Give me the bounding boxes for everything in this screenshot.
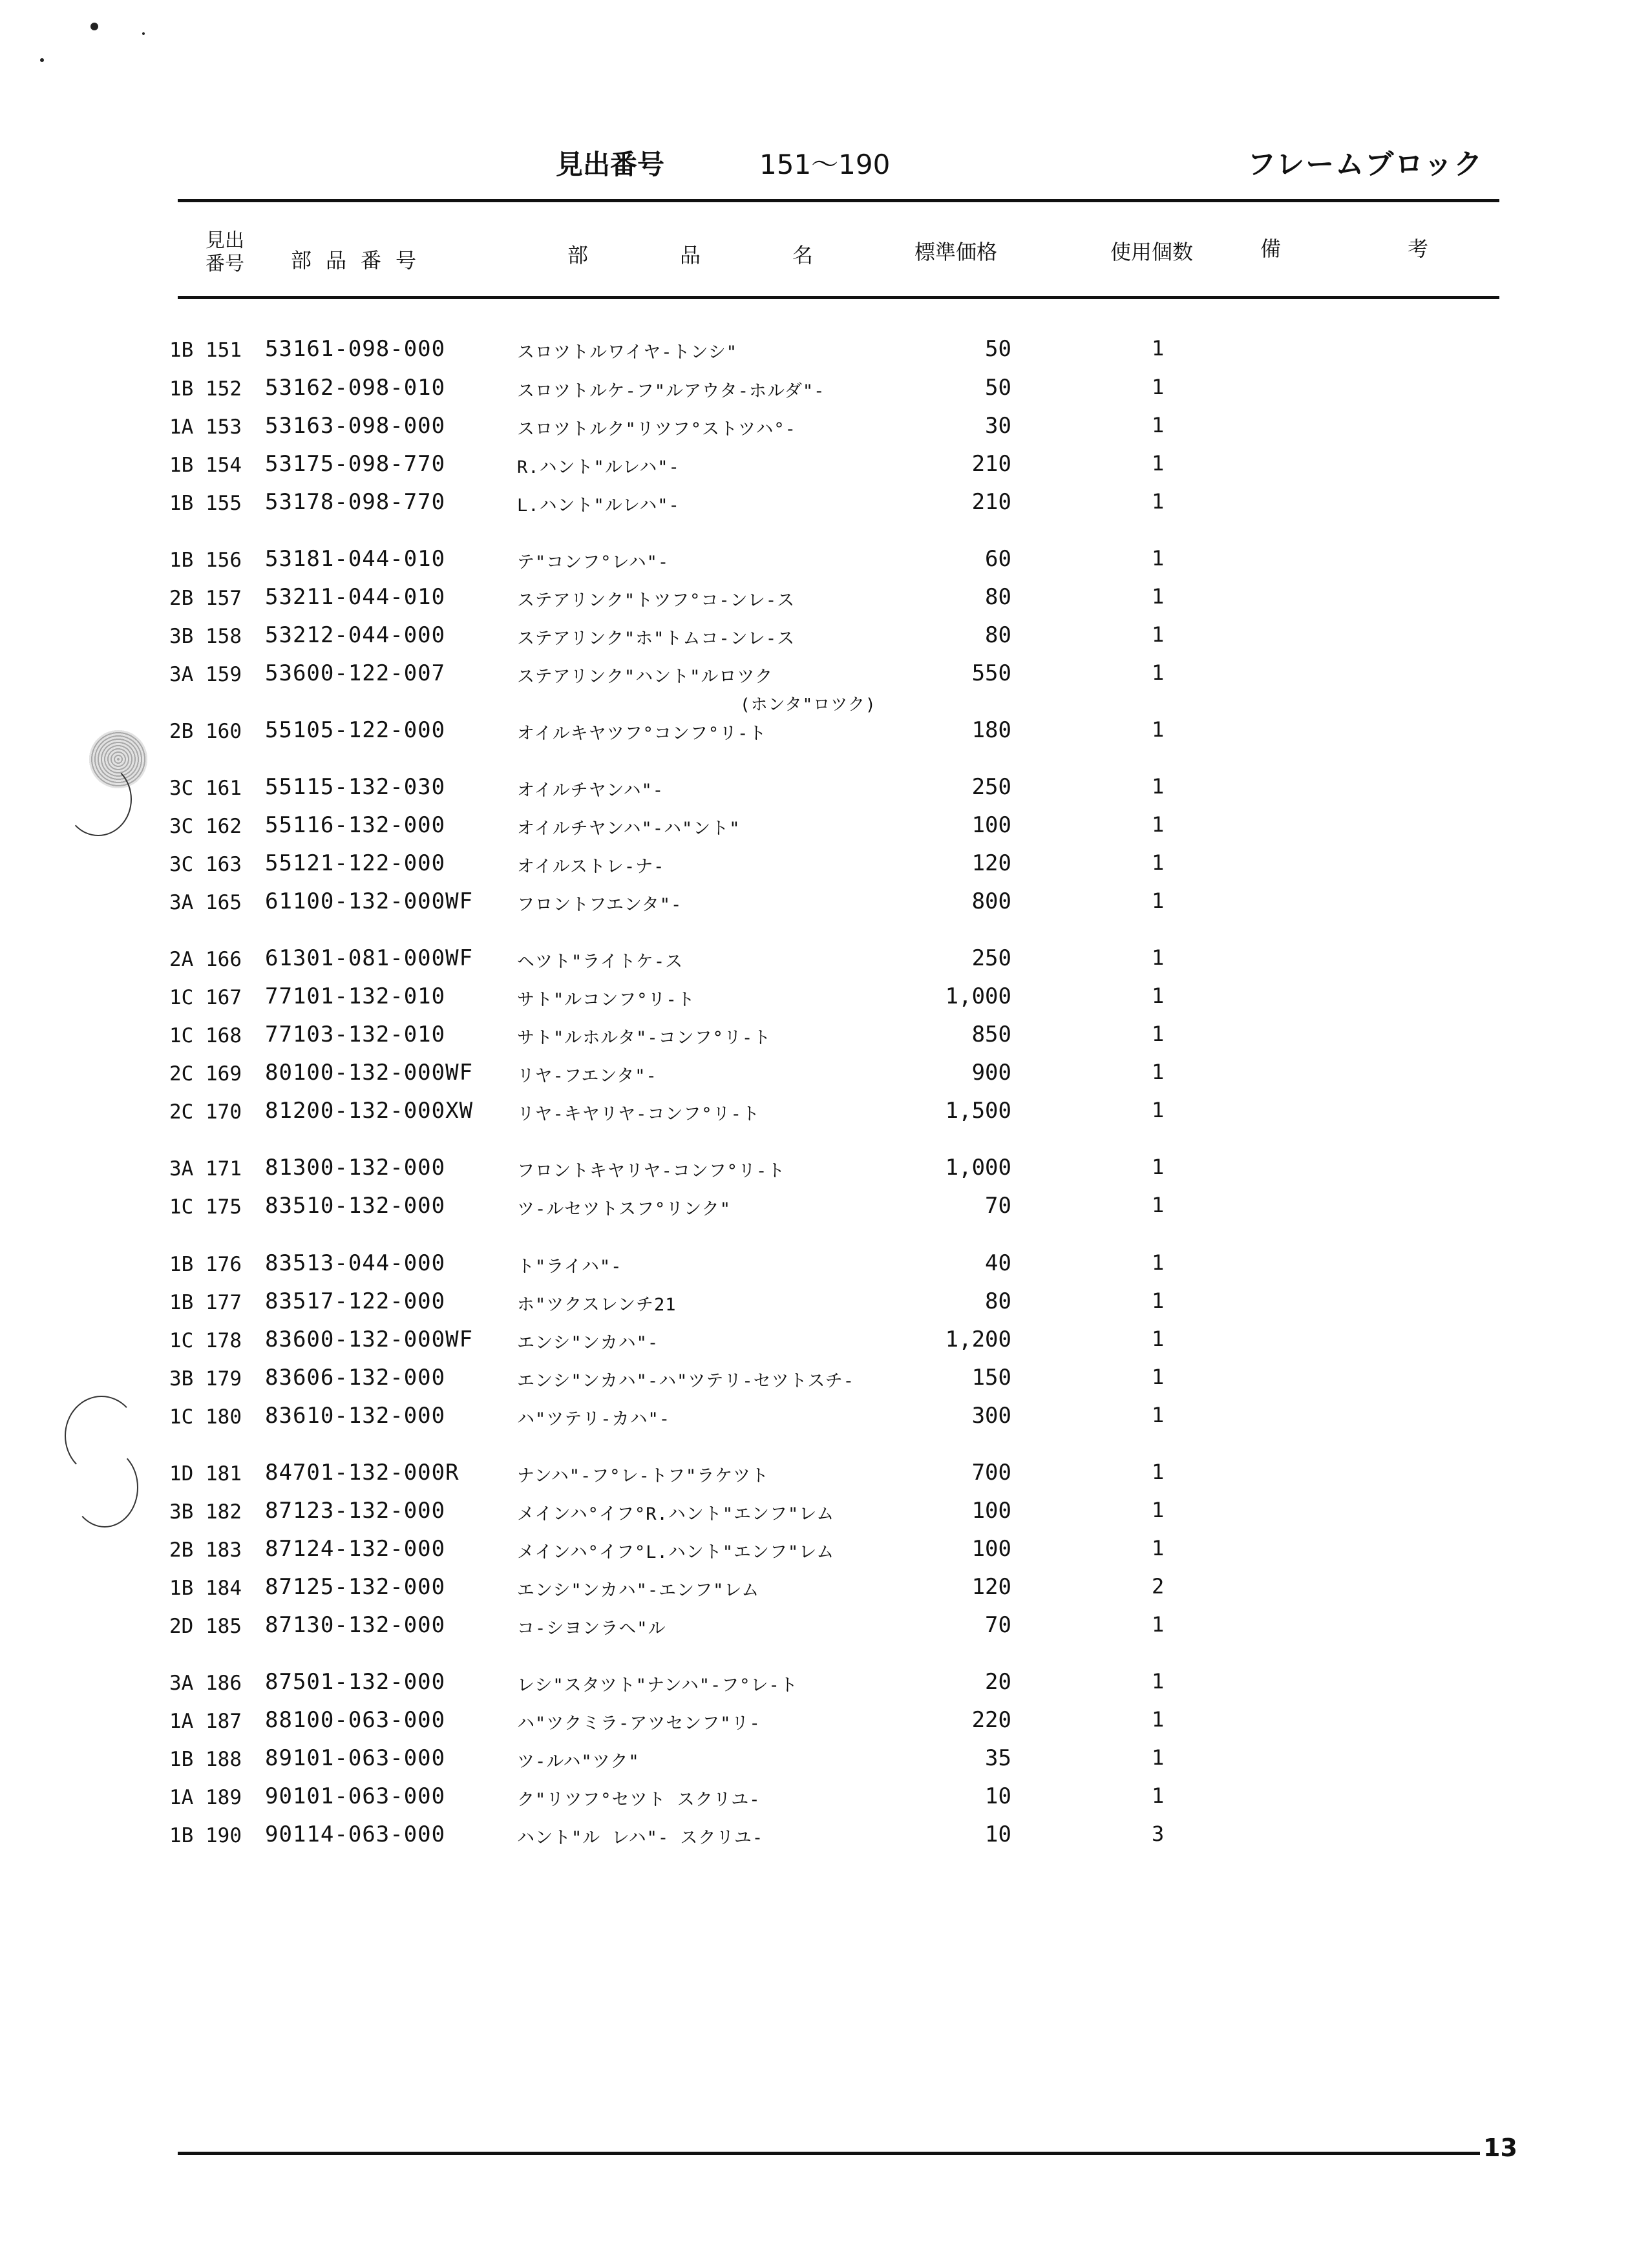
ref-cell: 3A 171: [169, 1157, 242, 1181]
column-header-ref-line1: 見出: [206, 229, 244, 252]
qty-cell: 1: [1152, 945, 1165, 970]
part-name-cell: ハント"ル レハ"- スクリユ-: [517, 1828, 764, 1848]
part-name-cell: オイルチヤンハ"-: [517, 781, 664, 801]
part-name-cell: ク"リツフ°セツト スクリユ-: [517, 1790, 761, 1810]
part-name-cell: ナンハ"-フ°レ-トフ"ラケツト: [517, 1466, 769, 1486]
table-row: [0, 584, 1648, 616]
part-number-cell: 84701-132-000R: [265, 1460, 460, 1486]
price-cell: 50: [985, 375, 1011, 401]
qty-cell: 1: [1152, 888, 1165, 913]
column-header-qty: 使用個数: [1110, 240, 1194, 264]
ref-cell: 2B 157: [169, 587, 242, 610]
qty-cell: 1: [1152, 1460, 1165, 1484]
ref-cell: 1C 168: [169, 1024, 242, 1047]
price-cell: 100: [971, 1536, 1011, 1562]
qty-cell: 1: [1152, 1669, 1165, 1694]
qty-cell: 1: [1152, 1193, 1165, 1217]
part-number-cell: 53162-098-010: [265, 375, 446, 401]
part-name-cell: R.ハント"ルレハ"-: [517, 457, 680, 478]
qty-cell: 1: [1152, 1288, 1165, 1313]
table-row: [0, 1783, 1648, 1816]
part-name-cell: スロツトルク"リツフ°ストツハ°-: [517, 419, 796, 439]
table-row: [0, 1327, 1648, 1359]
part-name-cell: リヤ-キヤリヤ-コンフ°リ-ト: [517, 1104, 760, 1124]
page-number: 13: [1483, 2134, 1517, 2162]
qty-cell: 1: [1152, 1098, 1165, 1122]
price-cell: 800: [971, 888, 1011, 914]
part-name-cell: フロントキヤリヤ-コンフ°リ-ト: [517, 1161, 786, 1181]
price-cell: 60: [985, 546, 1011, 572]
part-name-cell: ステアリンク"ホ"トムコ-ンレ-ス: [517, 629, 796, 649]
part-number-cell: 53175-098-770: [265, 451, 446, 477]
part-name-cell: オイルキヤツフ°コンフ°リ-ト: [517, 724, 767, 744]
table-row: [0, 1707, 1648, 1739]
price-cell: 20: [985, 1669, 1011, 1695]
table-row: [0, 945, 1648, 978]
part-name-cell: ト"ライハ"-: [517, 1257, 622, 1277]
part-number-cell: 61100-132-000WF: [265, 888, 474, 914]
qty-cell: 1: [1152, 1155, 1165, 1179]
part-name-cell: スロツトルケ-フ"ルアウタ-ホルダ"-: [517, 381, 825, 401]
qty-cell: 1: [1152, 1612, 1165, 1637]
ref-cell: 3A 186: [169, 1672, 242, 1695]
qty-cell: 1: [1152, 1365, 1165, 1389]
table-row: [0, 1745, 1648, 1778]
table-row: [0, 774, 1648, 806]
qty-cell: 1: [1152, 717, 1165, 742]
part-name-cell: オイルチヤンハ"-ハ"ント": [517, 819, 741, 839]
part-number-cell: 90101-063-000: [265, 1783, 446, 1809]
ref-cell: 1B 151: [169, 339, 242, 362]
ref-cell: 1A 153: [169, 415, 242, 439]
part-name-cell: ヘツト"ライトケ-ス: [517, 952, 684, 972]
ref-cell: 2B 160: [169, 720, 242, 743]
part-name-cell: エンシ"ンカハ"-ハ"ツテリ-セツトスチ-: [517, 1371, 855, 1391]
ref-cell: 3B 179: [169, 1367, 242, 1391]
qty-cell: 1: [1152, 1022, 1165, 1046]
table-row: [0, 660, 1648, 715]
part-number-cell: 83600-132-000WF: [265, 1327, 474, 1352]
part-number-cell: 83510-132-000: [265, 1193, 446, 1219]
part-name-cell: サト"ルコンフ°リ-ト: [517, 990, 695, 1010]
column-header-price: 標準価格: [914, 240, 998, 264]
price-cell: 250: [971, 774, 1011, 800]
qty-cell: 1: [1152, 375, 1165, 399]
price-cell: 100: [971, 812, 1011, 838]
ref-cell: 2C 169: [169, 1062, 242, 1086]
qty-cell: 1: [1152, 546, 1165, 571]
column-header-part-name-char: 部: [567, 243, 589, 268]
block-name: フレームブロック: [1247, 148, 1484, 181]
part-name-cell: エンシ"ンカハ"-: [517, 1333, 659, 1353]
part-number-cell: 83606-132-000: [265, 1365, 446, 1391]
table-row: [0, 1250, 1648, 1283]
price-cell: 10: [985, 1822, 1011, 1847]
price-cell: 250: [971, 945, 1011, 971]
table-row: [0, 336, 1648, 368]
part-number-cell: 83517-122-000: [265, 1288, 446, 1314]
footer-rule: [178, 2152, 1480, 2155]
qty-cell: 1: [1152, 1536, 1165, 1560]
table-row: [0, 1365, 1648, 1397]
table-row: [0, 1498, 1648, 1530]
price-cell: 70: [985, 1612, 1011, 1638]
price-cell: 35: [985, 1745, 1011, 1771]
table-row: [0, 451, 1648, 483]
ref-cell: 1A 189: [169, 1786, 242, 1809]
part-number-cell: 53178-098-770: [265, 489, 446, 515]
column-header-part-name-char: 品: [679, 243, 701, 268]
part-name-cell: L.ハント"ルレハ"-: [517, 496, 680, 516]
qty-cell: 1: [1152, 489, 1165, 514]
part-name-cell: メインハ°イフ°L.ハント"エンフ"レム: [517, 1542, 835, 1562]
part-number-cell: 83610-132-000: [265, 1403, 446, 1429]
price-cell: 80: [985, 622, 1011, 648]
part-name-note-cell: (ホンタ"ロツク): [740, 695, 876, 715]
qty-cell: 1: [1152, 336, 1165, 361]
qty-cell: 1: [1152, 774, 1165, 799]
part-number-cell: 87125-132-000: [265, 1574, 446, 1600]
price-cell: 1,500: [945, 1098, 1011, 1124]
table-row: [0, 1193, 1648, 1225]
ref-cell: 2A 166: [169, 948, 242, 971]
price-cell: 210: [971, 489, 1011, 515]
qty-cell: 1: [1152, 812, 1165, 837]
part-number-cell: 77103-132-010: [265, 1022, 446, 1047]
table-row: [0, 622, 1648, 655]
table-row: [0, 812, 1648, 845]
price-cell: 550: [971, 660, 1011, 686]
table-row: [0, 1669, 1648, 1701]
ref-cell: 2B 183: [169, 1538, 242, 1562]
part-number-cell: 87124-132-000: [265, 1536, 446, 1562]
qty-cell: 1: [1152, 451, 1165, 476]
part-number-cell: 53161-098-000: [265, 336, 446, 362]
qty-cell: 1: [1152, 660, 1165, 685]
part-number-cell: 61301-081-000WF: [265, 945, 474, 971]
part-number-cell: 83513-044-000: [265, 1250, 446, 1276]
qty-cell: 1: [1152, 413, 1165, 437]
part-name-cell: リヤ-フエンタ"-: [517, 1066, 657, 1086]
part-name-cell: テ"コンフ°レハ"-: [517, 552, 670, 572]
table-row: [0, 850, 1648, 883]
qty-cell: 1: [1152, 1783, 1165, 1808]
qty-cell: 1: [1152, 1498, 1165, 1522]
table-row: [0, 717, 1648, 750]
price-cell: 70: [985, 1193, 1011, 1219]
ref-cell: 3C 162: [169, 815, 242, 838]
price-cell: 850: [971, 1022, 1011, 1047]
table-row: [0, 1288, 1648, 1321]
ref-cell: 3B 158: [169, 625, 242, 648]
ref-cell: 1C 178: [169, 1329, 242, 1352]
ref-cell: 2C 170: [169, 1100, 242, 1124]
ref-cell: 3C 161: [169, 777, 242, 800]
ref-cell: 1B 154: [169, 454, 242, 477]
table-row: [0, 983, 1648, 1016]
table-row: [0, 1022, 1648, 1054]
table-row: [0, 489, 1648, 521]
part-number-cell: 81300-132-000: [265, 1155, 446, 1181]
part-name-cell: レシ"スタツト"ナンハ"-フ°レ-ト: [517, 1675, 798, 1696]
part-name-cell: スロツトルワイヤ-トンシ": [517, 342, 738, 362]
price-cell: 1,000: [945, 1155, 1011, 1181]
part-name-cell: ハ"ツテリ-カハ"-: [517, 1409, 671, 1429]
qty-cell: 1: [1152, 983, 1165, 1008]
qty-cell: 1: [1152, 1403, 1165, 1427]
part-number-cell: 55115-132-030: [265, 774, 446, 800]
ref-cell: 3A 159: [169, 663, 242, 686]
part-name-cell: オイルストレ-ナ-: [517, 857, 665, 877]
price-cell: 300: [971, 1403, 1011, 1429]
part-number-cell: 80100-132-000WF: [265, 1060, 474, 1086]
column-header-ref-line2: 番号: [206, 253, 244, 275]
price-cell: 900: [971, 1060, 1011, 1086]
ref-cell: 1C 167: [169, 986, 242, 1009]
table-row: [0, 1574, 1648, 1606]
price-cell: 150: [971, 1365, 1011, 1391]
ref-cell: 3B 182: [169, 1500, 242, 1524]
qty-cell: 1: [1152, 1250, 1165, 1275]
table-row: [0, 1060, 1648, 1092]
table-row: [0, 1155, 1648, 1187]
part-name-cell: サト"ルホルタ"-コンフ°リ-ト: [517, 1028, 772, 1048]
part-number-cell: 81200-132-000XW: [265, 1098, 474, 1124]
price-cell: 120: [971, 1574, 1011, 1600]
part-name-cell: ハ"ツクミラ-アツセンフ"リ-: [517, 1714, 761, 1734]
ref-cell: 1B 190: [169, 1824, 242, 1847]
qty-cell: 1: [1152, 850, 1165, 875]
table-row: [0, 1536, 1648, 1568]
ref-cell: 1C 180: [169, 1405, 242, 1429]
part-number-cell: 90114-063-000: [265, 1822, 446, 1847]
qty-cell: 1: [1152, 1327, 1165, 1351]
part-number-cell: 77101-132-010: [265, 983, 446, 1009]
ref-cell: 1B 176: [169, 1253, 242, 1276]
table-row: [0, 1403, 1648, 1435]
part-number-cell: 53163-098-000: [265, 413, 446, 439]
qty-cell: 1: [1152, 584, 1165, 609]
ref-cell: 1B 188: [169, 1748, 242, 1771]
page-title: 見出番号: [556, 149, 665, 180]
part-number-cell: 53181-044-010: [265, 546, 446, 572]
part-number-cell: 53211-044-010: [265, 584, 446, 610]
ref-cell: 1B 155: [169, 492, 242, 515]
part-number-cell: 55105-122-000: [265, 717, 446, 743]
table-row: [0, 413, 1648, 445]
ref-cell: 1B 184: [169, 1577, 242, 1600]
part-name-cell: フロントフエンタ"-: [517, 895, 682, 915]
price-cell: 80: [985, 584, 1011, 610]
part-number-cell: 87130-132-000: [265, 1612, 446, 1638]
part-name-cell: ステアリンク"トツフ°コ-ンレ-ス: [517, 591, 796, 611]
price-cell: 220: [971, 1707, 1011, 1733]
price-cell: 30: [985, 413, 1011, 439]
part-number-cell: 53212-044-000: [265, 622, 446, 648]
part-number-cell: 89101-063-000: [265, 1745, 446, 1771]
qty-cell: 1: [1152, 1707, 1165, 1732]
part-name-cell: ツ-ルセツトスフ°リンク": [517, 1199, 731, 1219]
part-number-cell: 53600-122-007: [265, 660, 446, 686]
part-name-cell: エンシ"ンカハ"-エンフ"レム: [517, 1580, 760, 1601]
ref-cell: 1C 175: [169, 1195, 242, 1219]
price-cell: 50: [985, 336, 1011, 362]
price-cell: 180: [971, 717, 1011, 743]
qty-cell: 2: [1152, 1574, 1165, 1599]
part-name-cell: ツ-ルハ"ツク": [517, 1752, 640, 1772]
price-cell: 700: [971, 1460, 1011, 1486]
ref-cell: 2D 185: [169, 1615, 242, 1638]
part-number-cell: 87123-132-000: [265, 1498, 446, 1524]
ref-cell: 1B 177: [169, 1291, 242, 1314]
table-row: [0, 375, 1648, 407]
part-number-cell: 55116-132-000: [265, 812, 446, 838]
price-cell: 10: [985, 1783, 1011, 1809]
ref-cell: 1B 152: [169, 377, 242, 401]
part-name-cell: メインハ°イフ°R.ハント"エンフ"レム: [517, 1504, 835, 1524]
part-name-cell: コ-シヨンラヘ"ル: [517, 1619, 666, 1639]
ref-cell: 1A 187: [169, 1710, 242, 1733]
part-name-cell: ホ"ツクスレンチ21: [517, 1295, 677, 1315]
table-row: [0, 546, 1648, 578]
part-number-cell: 55121-122-000: [265, 850, 446, 876]
qty-cell: 1: [1152, 1745, 1165, 1770]
qty-cell: 1: [1152, 622, 1165, 647]
qty-cell: 1: [1152, 1060, 1165, 1084]
column-header-note-char: 考: [1407, 236, 1428, 261]
column-header-note-char: 備: [1260, 236, 1282, 261]
table-row: [0, 1822, 1648, 1854]
price-cell: 40: [985, 1250, 1011, 1276]
price-cell: 210: [971, 451, 1011, 477]
price-cell: 1,000: [945, 983, 1011, 1009]
price-cell: 80: [985, 1288, 1011, 1314]
price-cell: 100: [971, 1498, 1011, 1524]
ref-cell: 3A 165: [169, 891, 242, 914]
part-number-cell: 87501-132-000: [265, 1669, 446, 1695]
table-row: [0, 1460, 1648, 1492]
ref-range: 151〜190: [759, 149, 891, 180]
column-header-part-number: 部品番号: [291, 248, 431, 273]
table-row: [0, 1612, 1648, 1644]
ref-cell: 1B 156: [169, 549, 242, 572]
table-row: [0, 1098, 1648, 1130]
ref-cell: 3C 163: [169, 853, 242, 876]
part-number-cell: 88100-063-000: [265, 1707, 446, 1733]
price-cell: 120: [971, 850, 1011, 876]
table-row: [0, 888, 1648, 921]
column-header-part-name-char: 名: [792, 243, 813, 268]
part-name-cell: ステアリンク"ハント"ルロツク: [517, 667, 774, 687]
qty-cell: 3: [1152, 1822, 1165, 1846]
price-cell: 1,200: [945, 1327, 1011, 1352]
ref-cell: 1D 181: [169, 1462, 242, 1486]
